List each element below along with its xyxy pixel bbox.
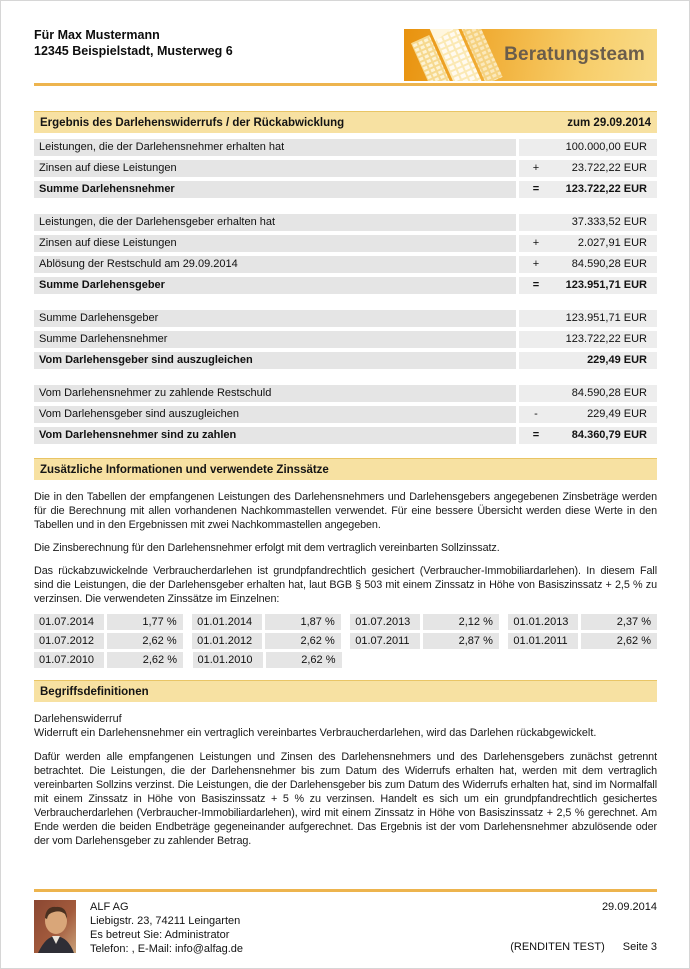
table-row <box>34 310 657 327</box>
info-paragraph-1: Die in den Tabellen der empfangenen Leistungen des Darlehensnehmers und Darlehensgebers angegebenen Zinsbeträge werden für die Berechnung mit allen vorhandenen Nachkommastellen verwendet. Für eine bessere Übersicht werden diese Werte in den Tabellen und in den Ergebnissen mit zwei Nachkommastellen angegeben. <box>34 491 657 531</box>
row-amount: 123.951,71 EUR <box>565 312 647 324</box>
row-operator: = <box>532 183 540 195</box>
rate-value-cell: 1,87 % <box>265 614 341 630</box>
recipient-address <box>34 27 233 59</box>
row-label: Summe Darlehensgeber <box>34 277 516 294</box>
rates-row <box>34 652 657 668</box>
row-label: Vom Darlehensgeber sind auszugleichen <box>34 352 516 369</box>
row-label: Summe Darlehensnehmer <box>34 181 516 198</box>
row-operator <box>519 352 553 369</box>
rate-value-cell: 2,62 % <box>581 633 657 649</box>
footer-address: Liebigstr. 23, 74211 Leingarten <box>90 915 241 927</box>
rate-date-cell: 01.07.2011 <box>350 633 420 649</box>
rate-date-cell: 01.07.2010 <box>34 652 104 668</box>
table-row <box>34 331 657 348</box>
rate-date-cell: 01.01.2010 <box>193 652 263 668</box>
table-row <box>34 160 657 177</box>
row-amount: 100.000,00 EUR <box>565 141 647 153</box>
row-label: Leistungen, die der Darlehensgeber erhalten hat <box>34 214 516 231</box>
table-row <box>34 256 657 273</box>
rate-date-cell: 01.01.2013 <box>508 614 578 630</box>
row-operator: + <box>532 237 540 249</box>
calc-group-payable <box>34 385 657 444</box>
rate-value-cell: 2,62 % <box>266 652 342 668</box>
advisor-photo <box>34 900 76 953</box>
calc-group-balance <box>34 310 657 369</box>
row-label: Ablösung der Restschuld am 29.09.2014 <box>34 256 516 273</box>
rate-value-cell: 2,62 % <box>107 652 183 668</box>
rate-date-cell: 01.01.2011 <box>508 633 578 649</box>
table-row <box>34 385 657 402</box>
row-amount: 229,49 EUR <box>587 408 647 420</box>
row-label: Summe Darlehensnehmer <box>34 331 516 348</box>
result-section-header <box>34 111 657 133</box>
rate-date-cell: 01.07.2014 <box>34 614 104 630</box>
footer-contact: Telefon: , E-Mail: info@alfag.de <box>90 943 244 955</box>
table-row-total <box>34 277 657 294</box>
result-as-of-date: zum 29.09.2014 <box>567 116 651 129</box>
rates-row <box>34 614 657 630</box>
info-paragraph-3: Das rückabzuwickelnde Verbraucherdarlehen ist grundpfandrechtlich gesichert (Verbraucher-Immobiliardarlehen). In diesem Fall sind die Leistungen, die der Darlehensgeber erhalten hat, laut BGB § 503 mit einem Zinssatz in Höhe von Basiszinssatz + 2,5 % zu verzinsen. Die verwendeten Zinssätze im Einzelnen: <box>34 565 657 605</box>
calc-group-lender <box>34 214 657 294</box>
result-section-title: Ergebnis des Darlehenswiderrufs / der Rückabwicklung <box>40 116 345 129</box>
rate-value-cell: 2,37 % <box>581 614 657 630</box>
table-row <box>34 214 657 231</box>
row-amount: 123.722,22 EUR <box>565 183 647 195</box>
row-operator: + <box>532 258 540 270</box>
row-label: Leistungen, die der Darlehensnehmer erhalten hat <box>34 139 516 156</box>
page-footer <box>34 889 657 956</box>
company-logo <box>404 29 657 81</box>
row-operator <box>519 214 553 231</box>
recipient-name: Für Max Mustermann <box>34 28 160 42</box>
row-operator: - <box>534 408 538 420</box>
info-section-title: Zusätzliche Informationen und verwendete Zinssätze <box>40 463 329 476</box>
definitions-paragraph: Dafür werden alle empfangenen Leistungen und Zinsen des Darlehensnehmers und des Darlehensgebers zunächst getrennt betrachtet. Die Leistungen, die der Darlehensnehmer bis zum Datum des Widerrufs erhalten hat, werden mit dem vertraglich vereinbarten Sollzins verzinst. Die Leistungen, die der Darlehensgeber bis zum Datum des Widerrufs erhalten hat, sind im Normalfall mit einem Zinssatz in Höhe von Basiszinssatz + 5 % zu verzinsen. Handelt es sich um ein grundpfandrechtlich gesichertes Verbraucherdarlehen (Verbraucher-Immobiliardarlehen), wird mit einem Zinssatz in Höhe von Basiszinssatz + 2,5 % gerechnet. Am Ende werden die beiden Endbeträge gegeneinander aufgerechnet. Das Ergebnis ist der vom Darlehensnehmer abzulösende oder der vom Darlehensgeber zu zahlender Betrag. <box>34 751 657 847</box>
rate-date-cell: 01.07.2013 <box>350 614 420 630</box>
row-amount: 84.590,28 EUR <box>571 258 647 270</box>
rate-date-cell: 01.01.2012 <box>192 633 262 649</box>
row-amount: 37.333,52 EUR <box>571 216 647 228</box>
rate-value-cell: 2,62 % <box>107 633 183 649</box>
row-amount: 23.722,22 EUR <box>571 162 647 174</box>
table-row-total <box>34 352 657 369</box>
definitions-section-title: Begriffsdefinitionen <box>40 685 149 698</box>
rate-value-cell: 2,87 % <box>423 633 499 649</box>
calc-group-borrower <box>34 139 657 198</box>
footer-divider <box>34 889 657 892</box>
row-label: Vom Darlehensgeber sind auszugleichen <box>34 406 516 423</box>
rate-value-cell: 1,77 % <box>107 614 183 630</box>
row-amount: 84.360,79 EUR <box>571 429 647 441</box>
table-row <box>34 406 657 423</box>
definitions-section-header <box>34 680 657 702</box>
info-section-header <box>34 458 657 480</box>
table-row <box>34 235 657 252</box>
recipient-city-street: 12345 Beispielstadt, Musterweg 6 <box>34 44 233 58</box>
row-operator: = <box>532 429 540 441</box>
interest-rates-table <box>34 614 657 668</box>
header-divider <box>34 83 657 86</box>
logo-wordmark: Beratungsteam <box>504 44 645 65</box>
table-row-total <box>34 181 657 198</box>
rates-row <box>34 633 657 649</box>
rate-date-cell: 01.07.2012 <box>34 633 104 649</box>
footer-watermark: (RENDITEN TEST) <box>510 941 605 953</box>
row-label: Summe Darlehensgeber <box>34 310 516 327</box>
row-operator <box>519 385 553 402</box>
row-label: Zinsen auf diese Leistungen <box>34 160 516 177</box>
row-amount: 123.951,71 EUR <box>565 279 647 291</box>
row-label: Vom Darlehensnehmer zu zahlende Restschuld <box>34 385 516 402</box>
table-row <box>34 139 657 156</box>
definition-text: Widerruft ein Darlehensnehmer ein vertraglich vereinbartes Verbraucherdarlehen, wird das Darlehen rückabgewickelt. <box>34 727 597 739</box>
row-amount: 2.027,91 EUR <box>577 237 647 249</box>
row-operator: = <box>532 279 540 291</box>
footer-page-number: Seite 3 <box>622 941 657 953</box>
definition-term: Darlehenswiderruf <box>34 713 122 725</box>
row-amount: 229,49 EUR <box>587 354 647 366</box>
row-amount: 84.590,28 EUR <box>571 387 647 399</box>
row-operator <box>519 139 553 156</box>
table-row-total <box>34 427 657 444</box>
footer-advisor: Es betreut Sie: Administrator <box>90 929 230 941</box>
row-operator: + <box>532 162 540 174</box>
info-paragraph-2: Die Zinsberechnung für den Darlehensnehmer erfolgt mit dem vertraglich vereinbarten Sollzinssatz. <box>34 542 500 554</box>
row-operator <box>519 331 553 348</box>
footer-company: ALF AG <box>90 901 129 913</box>
row-label: Zinsen auf diese Leistungen <box>34 235 516 252</box>
rate-date-cell: 01.01.2014 <box>192 614 262 630</box>
footer-date: 29.09.2014 <box>601 901 657 913</box>
rate-value-cell: 2,12 % <box>423 614 499 630</box>
rate-value-cell: 2,62 % <box>265 633 341 649</box>
row-amount: 123.722,22 EUR <box>565 333 647 345</box>
row-operator <box>519 310 553 327</box>
row-label: Vom Darlehensnehmer sind zu zahlen <box>34 427 516 444</box>
